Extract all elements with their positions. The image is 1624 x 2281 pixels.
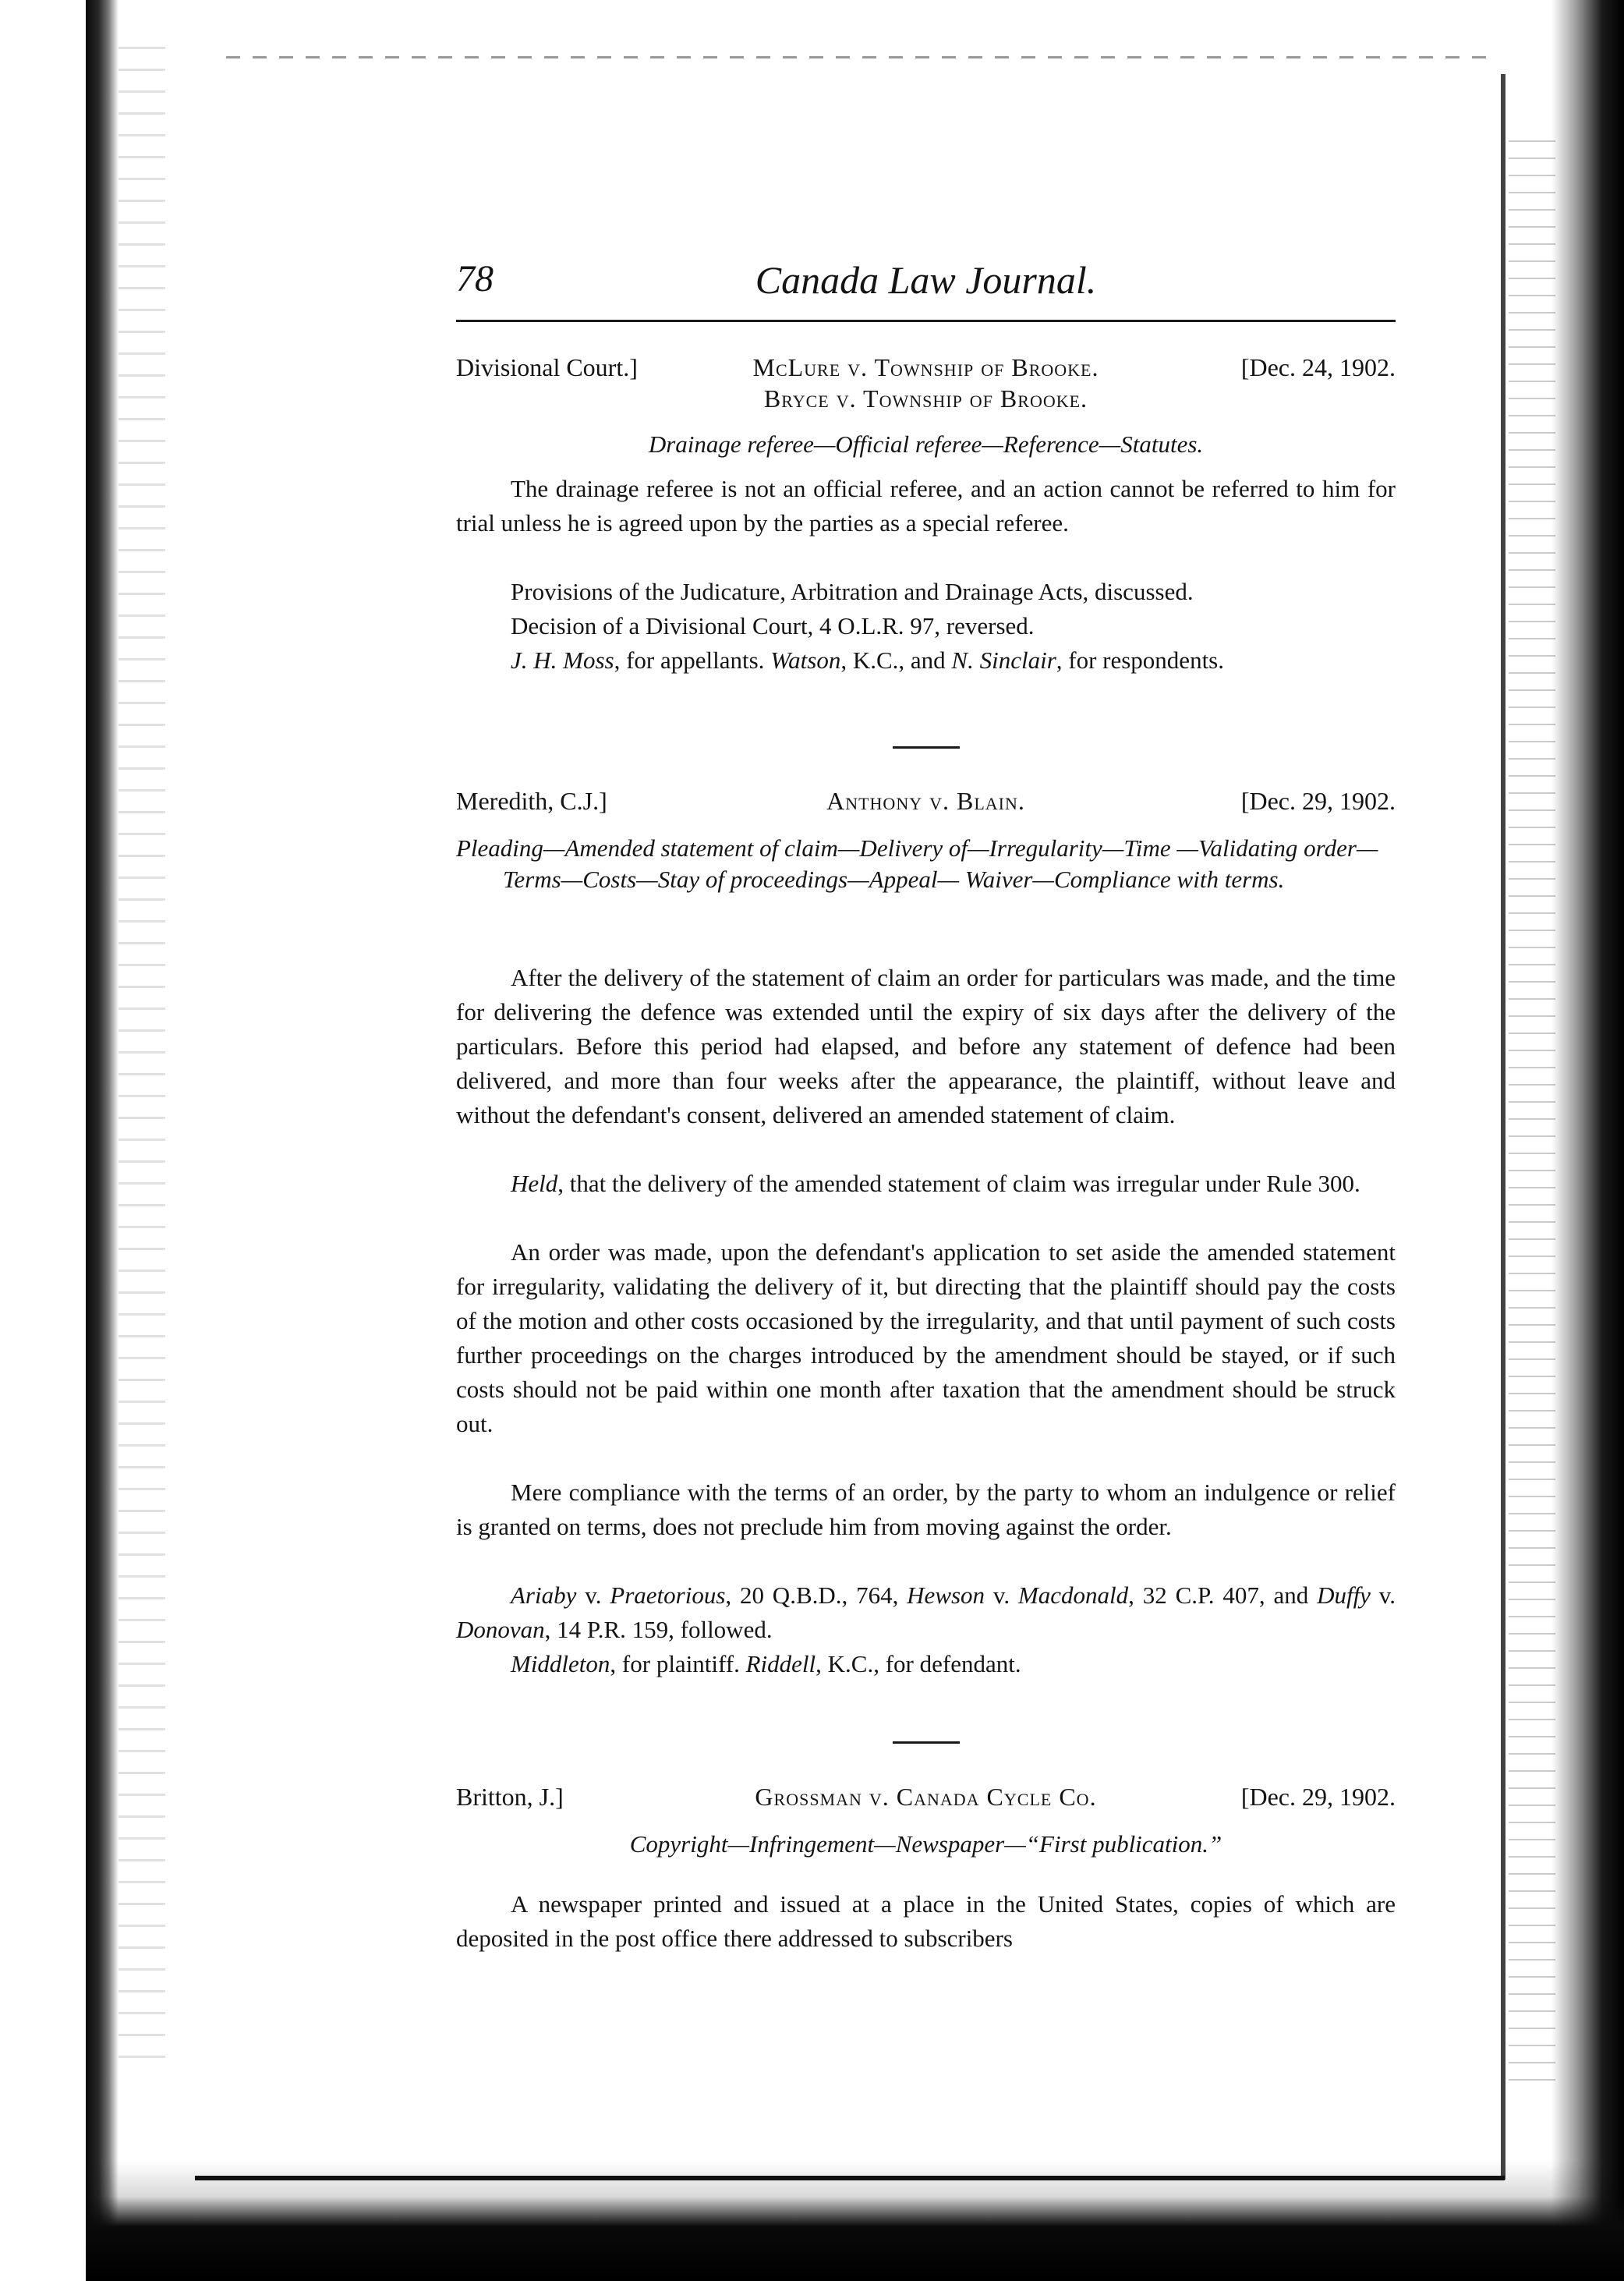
citation-text: v. — [576, 1581, 610, 1609]
case-2-catchwords: Pleading—Amended statement of claim—Delivery of—Irregularity—Time —Validating order—Terms—Costs—Stay of proceedings—Appeal— Waiver—Compliance with terms. — [456, 834, 1378, 893]
citation-text: , 32 C.P. 407, and — [1128, 1581, 1318, 1609]
case-name: Duffy — [1317, 1581, 1371, 1609]
case-2-date: [Dec. 29, 1902. — [1240, 787, 1396, 815]
counsel-text: , K.C., and — [840, 646, 952, 674]
case-3-date: [Dec. 29, 1902. — [1240, 1783, 1396, 1811]
counsel-text: , for appellants. — [614, 646, 771, 674]
citation-text: , 20 Q.B.D., 764, — [725, 1581, 908, 1609]
case-name: Donovan — [456, 1616, 545, 1643]
case-3-paragraph-1: A newspaper printed and issued at a place in the United States, copies of which are deposited in the post office there addressed to subscribers — [456, 1890, 1396, 1952]
case-2-paragraph-3: An order was made, upon the defendant's application to set aside the amended statement for irregularity, validating the delivery of it, but directing that the plaintiff should pay the costs of the motion and other costs occasioned by the irregularity, and that until payment of such costs further proceedings on the charges introduced by the amendment should be stayed, or if such costs should not be paid within one month after taxation that the amendment should be struck out. — [456, 1238, 1396, 1437]
counsel-text: , for plaintiff. — [610, 1650, 746, 1677]
page-edge-right — [1551, 0, 1624, 2281]
case-2-paragraph-1: After the delivery of the statement of claim an order for particulars was made, and the time for delivering the defence was extended until the expiry of six days after the delivery of the particulars. Before this period had elapsed, and before any statement of defence had been delivered, and more than four weeks after the appearance, the plaintiff, without leave and without the defendant's consent, delivered an amended statement of claim. — [456, 964, 1396, 1128]
held-text: , that the delivery of the amended statement of claim was irregular under Rule 300. — [557, 1170, 1360, 1197]
case-2-citations — [456, 1578, 1396, 1647]
case-1-parties: McLure v. Township of Brooke. — [752, 353, 1099, 381]
counsel-text: , K.C., for defendant. — [816, 1650, 1021, 1677]
case-2-paragraph-4: Mere compliance with the terms of an order, by the party to whom an indulgence or relief is granted on terms, does not preclude him from moving against the order. — [456, 1479, 1396, 1540]
citation-text: , 14 P.R. 159, followed. — [544, 1616, 773, 1643]
case-2-counsel — [456, 1647, 1396, 1681]
case-3-catchwords: Copyright—Infringement—Newspaper—“First publication.” — [629, 1830, 1222, 1858]
case-1-counsel — [456, 643, 1396, 678]
section-divider — [893, 746, 960, 749]
case-1-catchwords: Drainage referee—Official referee—Reference—Statutes. — [648, 430, 1204, 458]
case-1-date: [Dec. 24, 1902. — [1240, 353, 1396, 381]
citation-text: v. — [1370, 1581, 1396, 1609]
page-border-right — [1501, 74, 1505, 2180]
case-1-paragraph-3: Decision of a Divisional Court, 4 O.L.R. 97, reversed. — [511, 612, 1035, 639]
running-head — [456, 257, 1396, 320]
page-border-top — [226, 56, 1489, 58]
case-name: Macdonald — [1017, 1581, 1129, 1609]
page-number: 78 — [456, 258, 494, 299]
page-border-bottom — [195, 2176, 1505, 2180]
counsel-name: Middleton — [511, 1650, 610, 1677]
case-3-parties: Grossman v. Canada Cycle Co. — [755, 1783, 1097, 1811]
case-name: Hewson — [907, 1581, 985, 1609]
section-divider — [893, 1741, 960, 1744]
counsel-name: N. Sinclair — [951, 646, 1056, 674]
counsel-name: Riddell — [745, 1650, 816, 1677]
case-1-court: Divisional Court.] — [456, 353, 638, 381]
case-1-parties-second: Bryce v. Township of Brooke. — [763, 384, 1088, 413]
counsel-name: Watson — [770, 646, 841, 674]
case-name: Praetorious — [610, 1581, 726, 1609]
case-3-court: Britton, J.] — [456, 1783, 564, 1811]
case-2-court: Meredith, C.J.] — [456, 787, 607, 815]
counsel-name: J. H. Moss — [511, 646, 614, 674]
case-2-parties: Anthony v. Blain. — [826, 787, 1025, 815]
header-rule — [456, 320, 1396, 322]
case-1-paragraph-1: The drainage referee is not an official referee, and an action cannot be referred to him for trial unless he is agreed upon by the parties as a special referee. — [456, 475, 1396, 537]
counsel-text: , for respondents. — [1056, 646, 1224, 674]
case-name: Ariaby — [511, 1581, 577, 1609]
journal-title: Canada Law Journal. — [755, 258, 1097, 302]
page-edge-left — [86, 0, 119, 2281]
case-1-paragraph-2: Provisions of the Judicature, Arbitration and Drainage Acts, discussed. — [511, 578, 1194, 605]
case-2-paragraph-2 — [456, 1167, 1396, 1201]
page-edge-right-noise — [1509, 140, 1555, 2090]
page-edge-left-noise — [119, 47, 165, 2074]
held-label: Held — [511, 1170, 558, 1197]
citation-text: v. — [985, 1581, 1018, 1609]
